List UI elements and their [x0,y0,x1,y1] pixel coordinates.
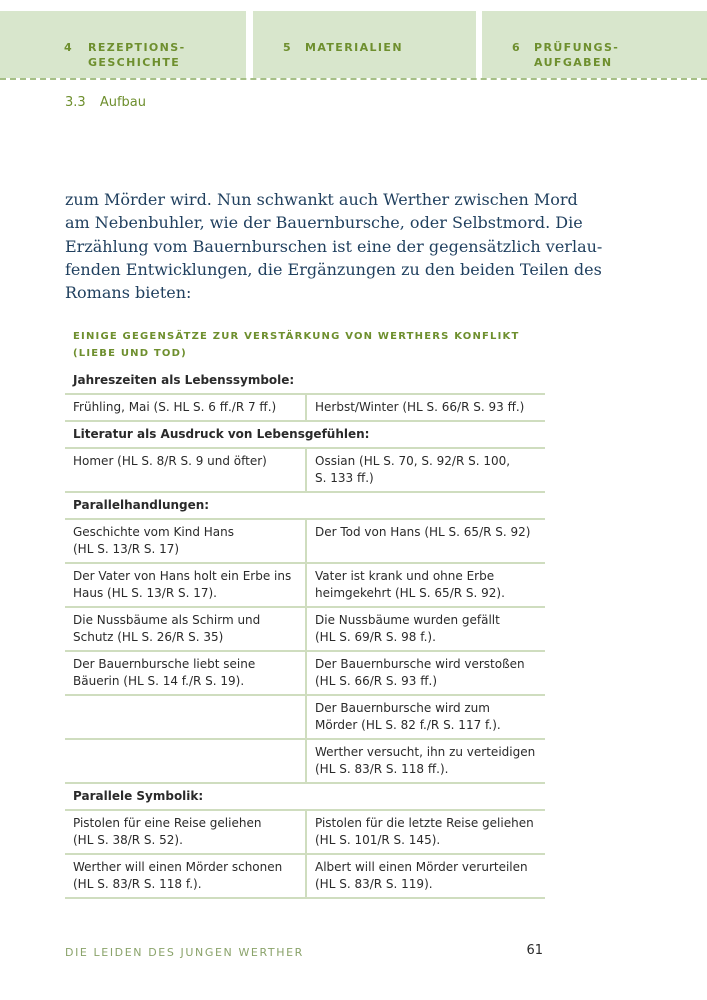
right-cell [306,810,545,854]
table-row [65,854,545,898]
cell-line: (HL S. 66/R S. 93 ff.) [315,674,438,688]
tab-label-line2: GESCHICHTE [88,56,181,69]
paragraph-line: zum Mörder wird. Nun schwankt auch Werther zwischen Mord [65,190,578,209]
group-header-cell: Parallelhandlungen: [65,492,545,519]
cell-line: Der Tod von Hans (HL S. 65/R S. 92) [315,525,531,539]
cell-line: Pistolen für eine Reise geliehen [73,816,262,830]
tab-label-line1: REZEPTIONS- [88,41,186,54]
cell-line: Homer (HL S. 8/R S. 9 und öfter) [73,454,267,468]
cell-line: Der Vater von Hans holt ein Erbe ins [73,569,292,583]
right-cell [306,448,545,492]
cell-line: Pistolen für die letzte Reise geliehen [315,816,534,830]
group-header-cell: Parallele Symbolik: [65,783,545,810]
table-row [65,695,545,739]
left-cell [65,563,306,607]
left-cell [65,651,306,695]
cell-line: Ossian (HL S. 70, S. 92/R S. 100, [315,454,511,468]
group-header-cell: Jahreszeiten als Lebenssymbole: [65,368,545,394]
group-header-cell: Literatur als Ausdruck von Lebensgefühlen: [65,421,545,448]
table-group-header [65,492,545,519]
left-cell [65,519,306,563]
right-cell [306,519,545,563]
table-group-header [65,421,545,448]
table-title-line2: (LIEBE UND TOD) [73,348,187,359]
tab-label-line1: MATERIALIEN [305,41,403,54]
right-cell [306,651,545,695]
right-cell [306,739,545,783]
left-cell [65,607,306,651]
chapter-nav [0,11,707,78]
table-title-line1: EINIGE GEGENSÄTZE ZUR VERSTÄRKUNG VON WERTHERS KONFLIKT [73,331,520,342]
cell-line: Albert will einen Mörder verurteilen [315,860,528,874]
cell-line: Die Nussbäume als Schirm und [73,613,261,627]
tab-number: 4 [64,41,74,54]
table-row [65,519,545,563]
cell-line: Der Bauernbursche wird verstoßen [315,657,525,671]
cell-line: (HL S. 83/R S. 118 ff.). [315,762,449,776]
tab-number: 5 [283,41,293,54]
right-cell [306,695,545,739]
tab-materialien[interactable] [253,11,476,78]
tab-label-line1: PRÜFUNGS- [534,41,620,54]
section-number: 3.3 [65,95,86,110]
paragraph-line: Romans bieten: [65,283,192,303]
table-row [65,607,545,651]
cell-line: Geschichte vom Kind Hans [73,525,234,539]
cell-line: Vater ist krank und ohne Erbe [315,569,495,583]
cell-line: (HL S. 69/R S. 98 f.). [315,630,436,644]
cell-line: Haus (HL S. 13/R S. 17). [73,586,217,600]
cell-line: (HL S. 101/R S. 145). [315,833,441,847]
tab-label [88,40,186,70]
left-cell [65,695,306,739]
cell-line: Der Bauernbursche wird zum [315,701,490,715]
section-label [65,95,146,110]
left-cell [65,854,306,898]
table-row [65,810,545,854]
tab-pruefungsaufgaben[interactable] [482,11,707,78]
cell-line: (HL S. 83/R S. 119). [315,877,433,891]
table-row [65,651,545,695]
right-cell [306,394,545,421]
left-cell [65,739,306,783]
cell-line: Bäuerin (HL S. 14 f./R S. 19). [73,674,245,688]
contrast-table [65,368,545,899]
cell-line: Die Nussbäume wurden gefällt [315,613,500,627]
tab-number: 6 [512,41,522,54]
cell-line: Herbst/Winter (HL S. 66/R S. 93 ff.) [315,400,525,414]
cell-line: Der Bauernbursche liebt seine [73,657,256,671]
section-title: Aufbau [99,95,146,110]
cell-line: (HL S. 13/R S. 17) [73,542,180,556]
cell-line: (HL S. 83/R S. 118 f.). [73,877,202,891]
left-cell [65,448,306,492]
cell-line: Werther will einen Mörder schonen [73,860,283,874]
cell-line: Frühling, Mai (S. HL S. 6 ff./R 7 ff.) [73,400,277,414]
table-title [73,328,543,362]
table-row [65,739,545,783]
tab-rezeptionsgeschichte[interactable] [0,11,246,78]
page-number: 61 [526,943,543,958]
paragraph-line: am Nebenbuhler, wie der Bauernbursche, oder Selbstmord. Die [65,213,583,233]
body-paragraph [65,188,603,304]
tab-label [534,40,619,70]
paragraph-line: Erzählung vom Bauernburschen ist eine der gegensätzlich verlau- [65,236,603,256]
right-cell [306,607,545,651]
cell-line: Schutz (HL S. 26/R S. 35) [73,630,224,644]
cell-line: S. 133 ff.) [315,471,374,485]
cell-line: (HL S. 38/R S. 52). [73,833,183,847]
table-group-header [65,783,545,810]
table-group-header [65,368,545,394]
table-row [65,563,545,607]
cell-line: heimgekehrt (HL S. 65/R S. 92). [315,586,505,600]
right-cell [306,563,545,607]
tab-label-line2: AUFGABEN [534,56,613,69]
tab-label [305,40,403,55]
paragraph-line: fenden Entwicklungen, die Ergänzungen zu den beiden Teilen des [65,259,602,279]
left-cell [65,810,306,854]
header-divider [0,78,707,80]
cell-line: Mörder (HL S. 82 f./R S. 117 f.). [315,718,501,732]
table-row [65,394,545,421]
cell-line: Werther versucht, ihn zu verteidigen [315,745,536,759]
running-footer-title: DIE LEIDEN DES JUNGEN WERTHER [65,946,304,959]
table-row [65,448,545,492]
left-cell [65,394,306,421]
right-cell [306,854,545,898]
